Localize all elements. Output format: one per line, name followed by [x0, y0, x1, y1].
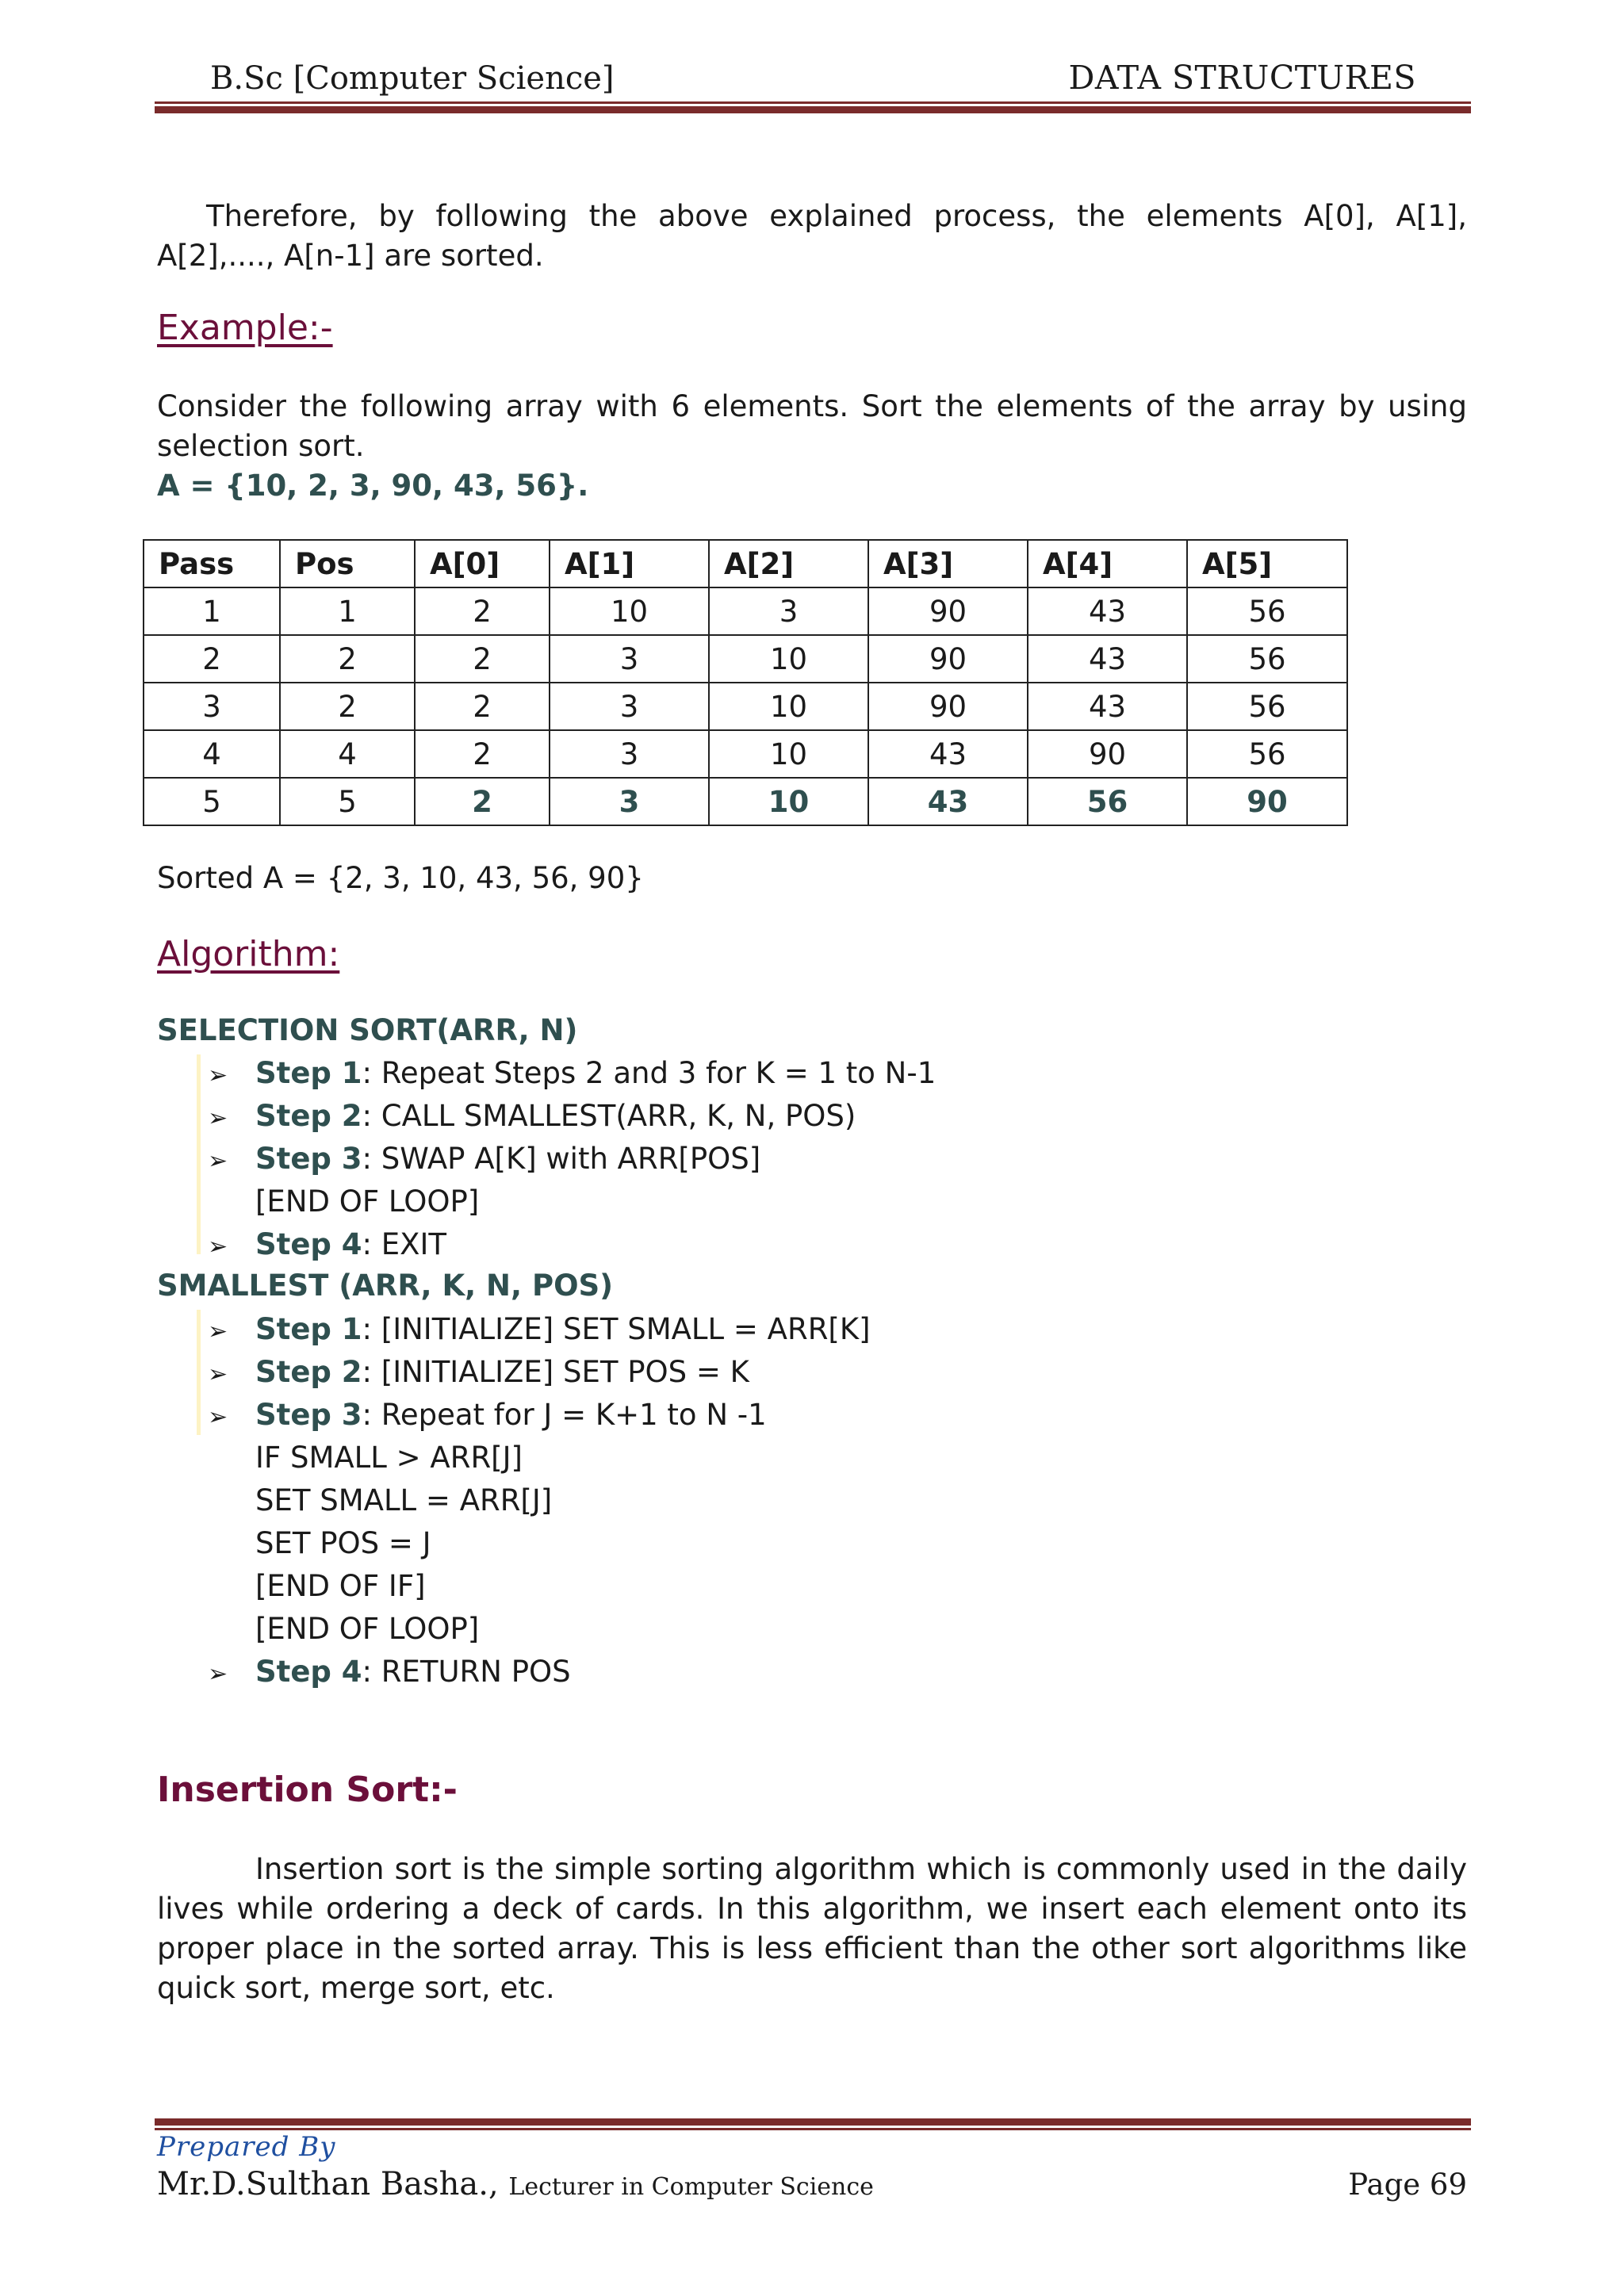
smallest-step-1: [208, 1308, 871, 1353]
footer-rule-thin: [155, 2128, 1471, 2130]
arrow-bullet-icon: ➢: [208, 1147, 228, 1175]
table-header: A[4]: [1028, 540, 1187, 587]
table-cell: 3: [550, 635, 709, 683]
table-cell: 4: [280, 730, 415, 778]
example-array: A = {10, 2, 3, 90, 43, 56}.: [157, 469, 589, 503]
table-cell: 2: [144, 635, 280, 683]
table-cell: 1: [280, 587, 415, 635]
step-label: Step 3: [255, 1142, 362, 1176]
table-header: A[0]: [415, 540, 550, 587]
step-text: : Repeat for J = K+1 to N -1: [362, 1398, 767, 1432]
table-cell-sorted: 43: [868, 778, 1028, 825]
table-cell: 90: [868, 587, 1028, 635]
table-header: A[1]: [550, 540, 709, 587]
smallest-title: SMALLEST (ARR, K, N, POS): [157, 1269, 614, 1303]
table-cell: 2: [415, 635, 550, 683]
footer-author: [157, 2166, 874, 2202]
step-label: Step 4: [255, 1655, 362, 1689]
smallest-body-line: [END OF IF]: [255, 1569, 426, 1603]
step-text: : CALL SMALLEST(ARR, K, N, POS): [362, 1099, 856, 1133]
table-cell: 2: [280, 635, 415, 683]
smallest-step-2: [208, 1351, 749, 1396]
table-cell: 2: [415, 683, 550, 730]
table-row: [144, 730, 1347, 778]
algorithm-heading: Algorithm:: [157, 934, 340, 974]
step-label: Step 1: [255, 1056, 362, 1090]
table-header: A[2]: [709, 540, 868, 587]
table-cell: 56: [1187, 635, 1347, 683]
table-row: [144, 683, 1347, 730]
table-row: [144, 635, 1347, 683]
selection-step-2: [208, 1095, 856, 1140]
arrow-bullet-icon: ➢: [208, 1318, 228, 1345]
example-heading: Example:-: [157, 308, 333, 348]
author-role: Lecturer in Computer Science: [508, 2173, 874, 2201]
smallest-body-line: SET POS = J: [255, 1526, 431, 1560]
table-cell: 90: [868, 635, 1028, 683]
table-header: Pos: [280, 540, 415, 587]
sorted-result: Sorted A = {2, 3, 10, 43, 56, 90}: [157, 861, 644, 895]
table-cell: 90: [1028, 730, 1187, 778]
table-cell-sorted: 56: [1028, 778, 1187, 825]
selection-sort-title: SELECTION SORT(ARR, N): [157, 1013, 578, 1047]
arrow-bullet-icon: ➢: [208, 1233, 228, 1261]
step-text: : [INITIALIZE] SET SMALL = ARR[K]: [362, 1312, 871, 1346]
selection-step-4: [208, 1223, 446, 1269]
table-cell-sorted: 3: [550, 778, 709, 825]
smallest-body-line: [END OF LOOP]: [255, 1612, 480, 1646]
table-cell: 2: [415, 730, 550, 778]
arrow-bullet-icon: ➢: [208, 1403, 228, 1431]
table-cell: 4: [144, 730, 280, 778]
table-cell: 5: [144, 778, 280, 825]
step-label: Step 1: [255, 1312, 362, 1346]
step-text: : RETURN POS: [362, 1655, 571, 1689]
table-cell: 56: [1187, 587, 1347, 635]
table-cell: 3: [550, 683, 709, 730]
step-label: Step 3: [255, 1398, 362, 1432]
table-cell-sorted: 2: [415, 778, 550, 825]
selection-end-loop: [END OF LOOP]: [255, 1184, 480, 1219]
insertion-sort-heading: Insertion Sort:-: [157, 1770, 458, 1810]
step-text: : EXIT: [362, 1227, 447, 1261]
intro-paragraph: Therefore, by following the above explained process, the elements A[0], A[1], A[2],...., A[n-1] are sorted.: [157, 199, 1467, 273]
step-marker-bar: [197, 1054, 201, 1254]
table-cell-sorted: 10: [709, 778, 868, 825]
smallest-body-line: SET SMALL = ARR[J]: [255, 1483, 553, 1517]
header-course: B.Sc [Computer Science]: [210, 60, 615, 97]
table-cell: 90: [868, 683, 1028, 730]
footer-prepared-by: Prepared By: [157, 2131, 336, 2163]
table-cell: 10: [709, 730, 868, 778]
table-cell: 10: [709, 635, 868, 683]
table-cell: 10: [709, 683, 868, 730]
step-label: Step 2: [255, 1355, 362, 1389]
table-cell: 3: [550, 730, 709, 778]
table-header-row: [144, 540, 1347, 587]
step-label: Step 2: [255, 1099, 362, 1133]
footer-rule-thick: [155, 2118, 1471, 2126]
table-header: A[3]: [868, 540, 1028, 587]
table-row-final: [144, 778, 1347, 825]
arrow-bullet-icon: ➢: [208, 1360, 228, 1388]
table-cell: 5: [280, 778, 415, 825]
table-cell: 2: [415, 587, 550, 635]
insertion-sort-paragraph: Insertion sort is the simple sorting algorithm which is commonly used in the daily lives while ordering a deck of cards. In this algorithm, we insert each element onto its proper place in the sorted array. This is less efficient than the other sort algorithms like quick sort, merge sort, etc.: [157, 1852, 1467, 2005]
step-text: : SWAP A[K] with ARR[POS]: [362, 1142, 761, 1176]
selection-step-3: [208, 1138, 760, 1183]
smallest-step-4: [208, 1651, 571, 1696]
table-cell: 56: [1187, 683, 1347, 730]
table-cell: 56: [1187, 730, 1347, 778]
table-row: [144, 587, 1347, 635]
selection-step-1: [208, 1052, 936, 1097]
step-marker-bar: [197, 1310, 201, 1435]
table-cell: 10: [550, 587, 709, 635]
arrow-bullet-icon: ➢: [208, 1104, 228, 1132]
author-name: Mr.D.Sulthan Basha.,: [157, 2166, 499, 2202]
table-header: A[5]: [1187, 540, 1347, 587]
table-cell: 3: [709, 587, 868, 635]
header-rule-thick: [155, 106, 1471, 113]
step-text: : Repeat Steps 2 and 3 for K = 1 to N-1: [362, 1056, 936, 1090]
smallest-body-line: IF SMALL > ARR[J]: [255, 1441, 523, 1475]
page-number: Page 69: [1348, 2168, 1467, 2202]
example-text: Consider the following array with 6 elements. Sort the elements of the array by using selection sort.: [157, 389, 1467, 463]
table-cell: 3: [144, 683, 280, 730]
header-rule-thin: [155, 101, 1471, 104]
table-cell: 2: [280, 683, 415, 730]
table-cell: 43: [1028, 683, 1187, 730]
header-subject: DATA STRUCTURES: [1068, 59, 1416, 97]
arrow-bullet-icon: ➢: [208, 1660, 228, 1688]
table-cell: 43: [1028, 587, 1187, 635]
selection-sort-table: [143, 539, 1348, 826]
table-cell: 1: [144, 587, 280, 635]
arrow-bullet-icon: ➢: [208, 1062, 228, 1089]
table-cell: 43: [1028, 635, 1187, 683]
table-header: Pass: [144, 540, 280, 587]
smallest-step-3: [208, 1394, 767, 1439]
table-cell: 43: [868, 730, 1028, 778]
step-label: Step 4: [255, 1227, 362, 1261]
step-text: : [INITIALIZE] SET POS = K: [362, 1355, 749, 1389]
table-cell-sorted: 90: [1187, 778, 1347, 825]
